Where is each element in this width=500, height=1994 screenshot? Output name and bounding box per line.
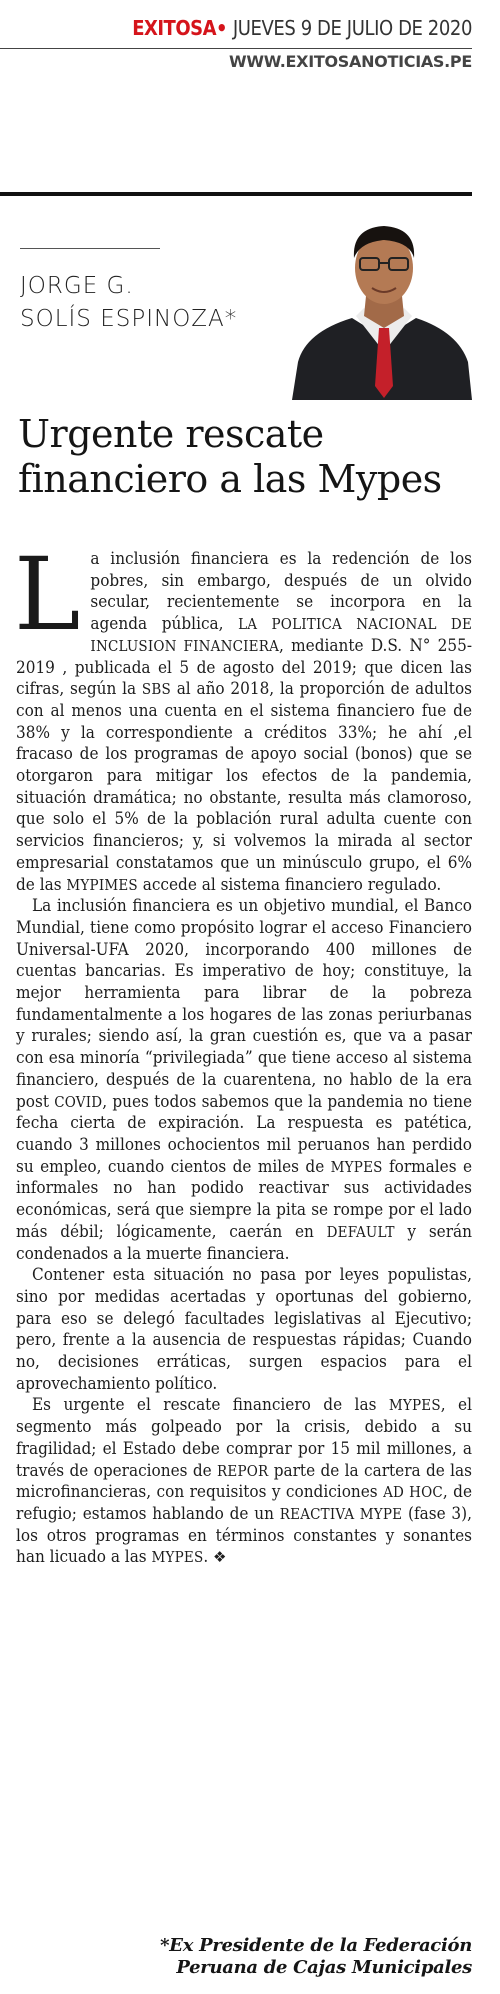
term-repor: REPOR [217, 1461, 269, 1480]
paragraph-1-text: a inclusión financiera es la redención de los pobres, sin embargo, después de un olvido secular, recientemente se incorpora en la agenda pública, [90, 549, 472, 635]
author-credentials-line2: Peruana de Cajas Municipales [176, 1957, 472, 1978]
paragraph-1-text: al año 2018, la proporción de adultos con al menos una cuenta en el sistema financiero fue de 38% y la correspondiente a créditos 33%; he ahí ,el fracaso de los programas de apoyo social (bonos) que se otorgaron para mitigar los efectos de la pandemia, situación dramática; no obstante, resulta más clamoroso, que solo el 5% de la población rural adulta cuente con servicios financieros; y, si volvemos la mirada al sector empresarial constatamos que un minúsculo grupo, el 6% de las [16, 679, 472, 895]
drop-cap: L [14, 536, 81, 653]
acronym-mypes: MYPES [388, 1396, 441, 1415]
paragraph-4-text: parte de la cartera de las microfinancieras, con requisitos y condiciones [16, 1460, 472, 1503]
dateline: JUEVES 9 DE JULIO DE 2020 [227, 16, 472, 40]
paragraph-4-text: Es urgente el rescate financiero de las [32, 1395, 389, 1416]
header-dateline-row [132, 16, 472, 40]
brand-bullet: • [216, 16, 228, 40]
paragraph-2-text: formales e informales no han podido reactivar sus actividades económicas, será que siempre la pita se rompe por el lado más débil; lógicamente, caerán en [16, 1156, 472, 1242]
paragraph-3: Contener esta situación no pasa por leyes populistas, sino por medidas acertadas y oportunas del gobierno, para eso se delegó facultades legislativas al Ejecutivo; pero, frente a la ausencia de respuestas rápidas; Cuando no, decisiones erráticas, surgen espacios para el aprovechamiento político. [16, 1265, 472, 1394]
policy-name: LA POLITICA NACIONAL DE INCLUSION FINANCIERA [90, 615, 472, 655]
paragraph-2 [16, 896, 472, 1265]
paragraph-4-text: , de refugio; estamos hablando de un [16, 1482, 472, 1524]
acronym-mypimes: MYPIMES [66, 875, 138, 894]
program-reactiva-mype: REACTIVA MYPE [279, 1504, 403, 1523]
author-divider [20, 248, 160, 249]
header-divider [0, 48, 472, 49]
acronym-covid: COVID [54, 1092, 103, 1111]
paragraph-4-text: . [203, 1547, 209, 1568]
author-portrait [292, 212, 472, 400]
paragraph-2-text: La inclusión financiera es un objetivo mundial, el Banco Mundial, tiene como propósito lograr el acceso Financiero Universal-UFA 2020, incorporando 400 millones de cuentas bancarias. Es imperativo de hoy; constituye, la mejor herramienta para librar de la pobreza fundamentalmente a los hogares de las zonas periurbanas y rurales; siendo así, la gran cuestión es, que va a pasar con esa minoría “privilegiada” que tiene acceso al sistema financiero, después de la cuarentena, no hablo de la era post [16, 896, 472, 1112]
headline-line2: financiero a las Mypes [18, 457, 442, 501]
acronym-sbs: SBS [141, 680, 171, 699]
author-name-line1: JORGE G. [20, 273, 134, 299]
paragraph-2-text: , pues todos sabemos que la pandemia no tiene fecha cierta de expiración. La respuesta es patética, cuando 3 millones ochocientos mil peruanos han perdido su empleo, cuando cientos de miles de [16, 1091, 472, 1177]
paragraph-4-text: , el segmento más golpeado por la crisis, debido a su fragilidad; el Estado debe comprar por 15 mil millones, a través de operaciones de [16, 1395, 472, 1481]
paragraph-4-text: (fase 3), los otros programas en términos constantes y sonantes han licuado a las [16, 1503, 472, 1568]
acronym-mypes: MYPES [151, 1548, 204, 1567]
author-credentials-line1: *Ex Presidente de la Federación [160, 1935, 472, 1956]
paragraph-2-text: y serán condenados a la muerte financiera. [16, 1221, 472, 1264]
diamond-ornament-icon: ❖ [208, 1548, 227, 1567]
headline [18, 412, 472, 502]
headline-line1: Urgente rescate [18, 412, 324, 456]
brand-name: EXITOSA [132, 16, 217, 40]
paragraph-1 [14, 536, 472, 896]
page-header [0, 0, 472, 80]
paragraph-4 [16, 1395, 472, 1569]
acronym-mypes: MYPES [330, 1157, 383, 1176]
paragraph-1-text: accede al sistema financiero regulado. [137, 874, 442, 895]
term-ad-hoc: AD HOC [383, 1483, 443, 1502]
author-byline [20, 270, 237, 336]
author-name-line2: SOLÍS ESPINOZA* [20, 306, 238, 332]
article-body [14, 536, 472, 1569]
paragraph-1-text: , mediante D.S. N° 255-2019 , publicada el 5 de agosto del 2019; que dicen las cifras, según la [16, 635, 472, 700]
section-divider [0, 192, 472, 196]
term-default: DEFAULT [326, 1222, 395, 1241]
author-credentials [160, 1935, 472, 1979]
website-url: WWW.EXITOSANOTICIAS.PE [229, 52, 472, 71]
